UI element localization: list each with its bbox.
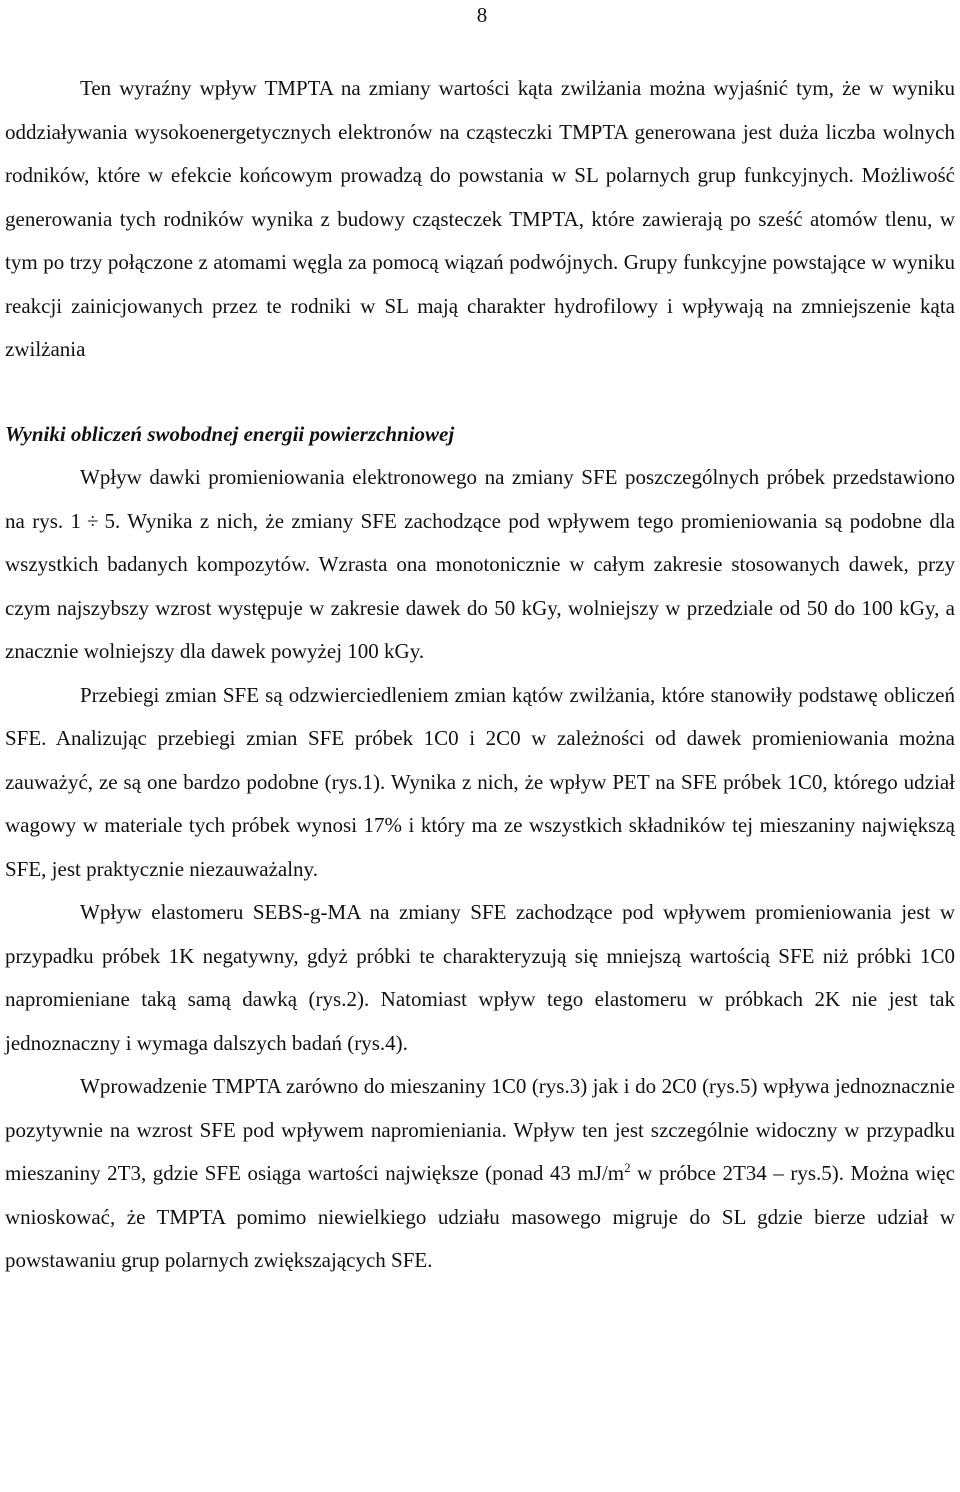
- superscript: 2: [624, 1160, 631, 1175]
- paragraph-text: Wpływ dawki promieniowania elektronowego na zmiany SFE poszczególnych próbek przedstawiono na rys. 1: [5, 465, 955, 533]
- section-heading: Wyniki obliczeń swobodnej energii powierzchniowej: [5, 421, 455, 446]
- divide-sign: ÷: [87, 508, 99, 533]
- paragraph-text: w próbce 2T34 – rys.5). Można więc wnioskować, że TMPTA pomimo niewielkiego udziału masowego migruje do SL gdzie bierze udział w powstawaniu grup polarnych zwiększających SFE.: [5, 1161, 955, 1272]
- intro-paragraph: Ten wyraźny wpływ TMPTA na zmiany wartości kąta zwilżania można wyjaśnić tym, że w wyniku oddziaływania wysokoenergetycznych elektronów na cząsteczki TMPTA generowana jest duża liczba wolnych rodników, które w efekcie końcowym prowadzą do powstania w SL polarnych grup funkcyjnych. Możliwość generowania tych rodników wynika z budowy cząsteczek TMPTA, które zawierają po sześć atomów tlenu, w tym po trzy połączone z atomami węgla za pomocą wiązań podwójnych. Grupy funkcyjne powstające w wyniku reakcji zainicjowanych przez te rodniki w SL mają charakter hydrofilowy i wpływają na zmniejszenie kąta zwilżania: [5, 76, 955, 361]
- paragraph-text: 5. Wynika z nich, że zmiany SFE zachodzące pod wpływem tego promieniowania są podobne dla wszystkich badanych kompozytów. Wzrasta ona monotonicznie w całym zakresie stosowanych dawek, przy czym najszybszy wzrost występuje w zakresie dawek do 50 kGy, wolniejszy w przedziale od 50 do 100 kGy, a znacznie wolniejszy dla dawek powyżej 100 kGy.: [5, 508, 955, 663]
- page-number: 8: [476, 3, 488, 27]
- paragraph-sfe-contact-angle: Przebiegi zmian SFE są odzwierciedleniem zmian kątów zwilżania, które stanowiły podstawę obliczeń SFE. Analizując przebiegi zmian SFE próbek 1C0 i 2C0 w zależności od dawek promieniowania można zauważyć, ze są one bardzo podobne (rys.1). Wynika z nich, że wpływ PET na SFE próbek 1C0, którego udział wagowy w materiale tych próbek wynosi 17% i który ma ze wszystkich składników tej mieszaniny największą SFE, jest praktycznie niezauważalny.: [5, 682, 955, 881]
- paragraph-tmpta: [5, 1065, 955, 1283]
- paragraph-sfe-dose: [5, 456, 955, 674]
- document-body: [5, 67, 955, 1283]
- paragraph-text: Wprowadzenie TMPTA zarówno do mieszaniny 1C0 (rys.3) jak i do 2C0 (rys.5) wpływa jednoznacznie pozytywnie na wzrost SFE pod wpływem napromieniania. Wpływ ten jest szczególnie widoczny w przypadku mieszaniny 2T3, gdzie SFE osiąga wartości największe (ponad 43 mJ/m: [5, 1074, 955, 1185]
- paragraph-sebs-elastomer: Wpływ elastomeru SEBS-g-MA na zmiany SFE zachodzące pod wpływem promieniowania jest w przypadku próbek 1K negatywny, gdyż próbki te charakteryzują się mniejszą wartością SFE niż próbki 1C0 napromieniane taką samą dawką (rys.2). Natomiast wpływ tego elastomeru w próbkach 2K nie jest tak jednoznaczny i wymaga dalszych badań (rys.4).: [5, 900, 955, 1055]
